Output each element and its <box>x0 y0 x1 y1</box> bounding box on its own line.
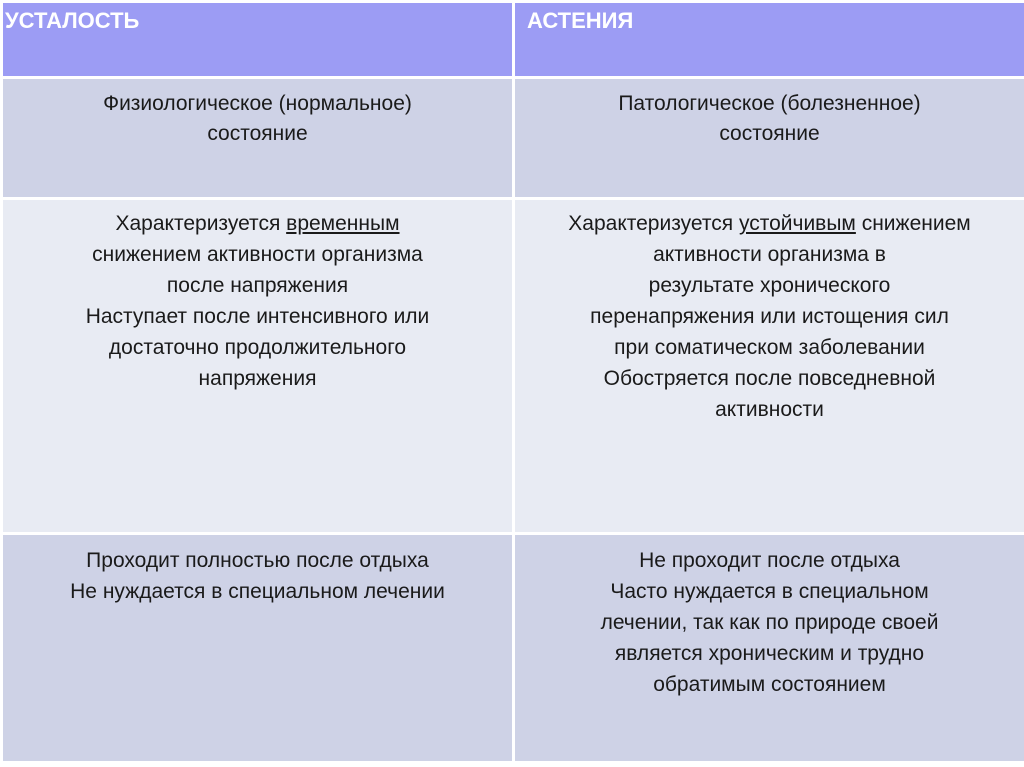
cell-asthenia-state <box>514 78 1024 199</box>
text-line <box>515 208 1024 239</box>
text-line: активности <box>715 398 824 421</box>
header-cell-asthenia <box>514 2 1024 78</box>
table-row-characteristics <box>2 199 1024 534</box>
text-line <box>3 208 512 239</box>
text-line: напряжения <box>198 367 317 390</box>
header-row <box>2 2 1024 78</box>
text-line: результате хронического <box>648 274 891 297</box>
text-line: обратимым состоянием <box>653 673 886 696</box>
header-label-fatigue: УСТАЛОСТЬ <box>5 8 140 33</box>
text-line: Патологическое (болезненное) <box>618 92 921 115</box>
text-line: Часто нуждается в специальном <box>610 580 929 603</box>
text-line: при соматическом заболевании <box>614 336 925 359</box>
text-line: Физиологическое (нормальное) <box>103 92 412 115</box>
text-line: лечении, так как по природе своей <box>600 611 939 634</box>
text-fragment: Характеризуется <box>568 212 739 235</box>
cell-text <box>3 200 512 394</box>
text-line: Не нуждается в специальном лечении <box>70 580 445 603</box>
cell-fatigue-state <box>2 78 514 199</box>
header-label-asthenia: АСТЕНИЯ <box>527 8 634 33</box>
text-line: достаточно продолжительного <box>108 336 407 359</box>
underlined-word: устойчивым <box>738 212 856 235</box>
text-line: состояние <box>719 122 820 145</box>
text-fragment: Характеризуется <box>115 212 287 235</box>
text-line: является хроническим и трудно <box>614 642 925 665</box>
cell-asthenia-recovery <box>514 534 1024 763</box>
cell-text <box>515 535 1024 700</box>
text-line: перенапряжения или истощения сил <box>590 305 949 328</box>
cell-text <box>3 79 512 149</box>
text-line: снижением активности организма <box>92 243 423 266</box>
text-line: активности организма в <box>653 243 886 266</box>
text-line: состояние <box>207 122 308 145</box>
cell-asthenia-characteristics <box>514 199 1024 534</box>
cell-fatigue-recovery <box>2 534 514 763</box>
cell-text <box>515 200 1024 425</box>
text-line: Не проходит после отдыха <box>639 549 900 572</box>
cell-fatigue-characteristics <box>2 199 514 534</box>
header-cell-fatigue <box>2 2 514 78</box>
text-line: Наступает после интенсивного или <box>85 305 430 328</box>
text-line: Обостряется после повседневной <box>603 367 936 390</box>
cell-text <box>3 535 512 607</box>
text-line: после напряжения <box>166 274 349 297</box>
text-line: Проходит полностью после отдыха <box>86 549 429 572</box>
text-fragment: снижением <box>855 212 971 235</box>
table-row-state <box>2 78 1024 199</box>
underlined-word: временным <box>286 212 400 235</box>
table-row-recovery <box>2 534 1024 763</box>
cell-text <box>515 79 1024 149</box>
